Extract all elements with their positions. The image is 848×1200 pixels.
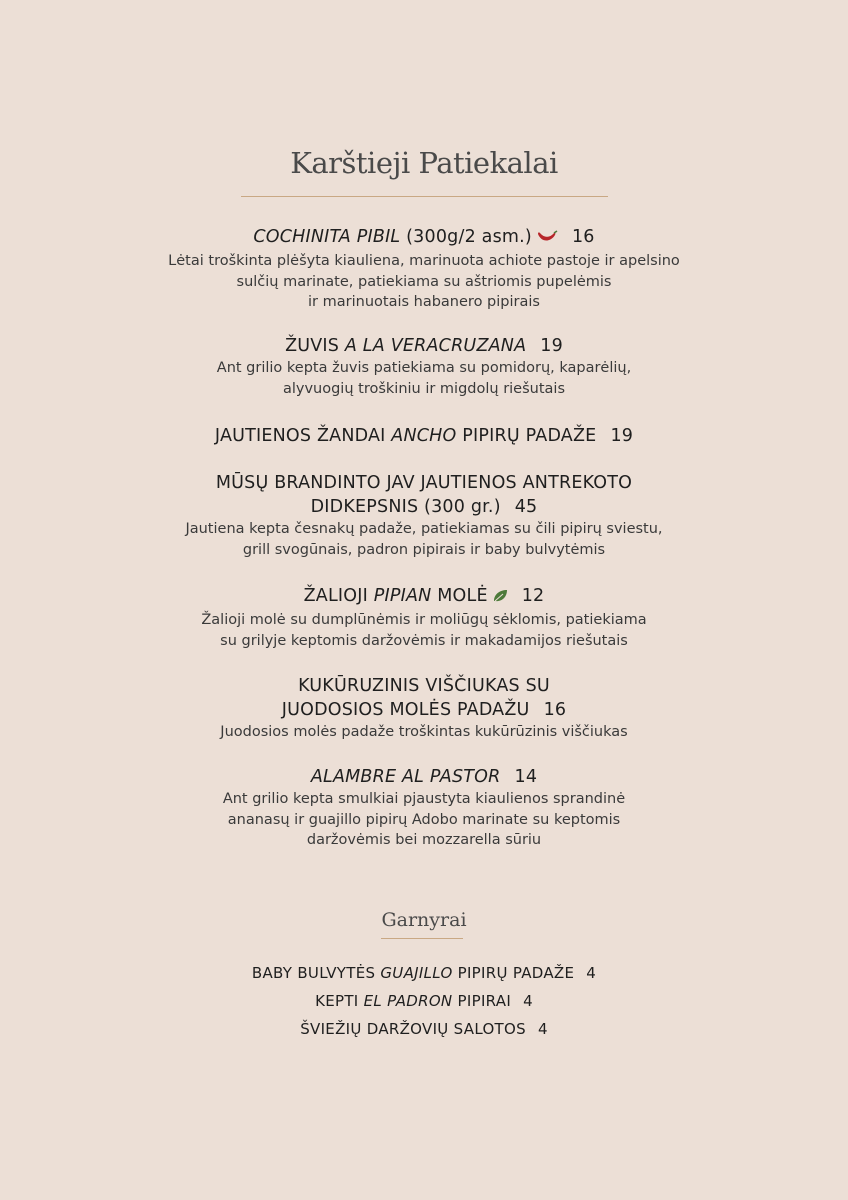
dish-cochinita-pibil <box>0 225 848 313</box>
side-item-padron-pipirai: KEPTI EL PADRON PIPIRAI 4 <box>315 992 533 1010</box>
dish-name: COCHINITA PIBIL (300g/2 asm.) 16 <box>0 225 848 251</box>
dish-name: ŽALIOJI PIPIAN MOLĖ 12 <box>0 584 848 610</box>
side-price: 4 <box>537 1020 548 1038</box>
dish-description: Žalioji molė su dumplūnėmis ir moliūgų sėklomis, patiekiama su grilyje keptomis daržovėmis ir makadamijos riešutais <box>201 612 647 649</box>
dish-description: Lėtai troškinta plėšyta kiauliena, marinuota achiote pastoje ir apelsino sulčių marinate, patiekiama su aštriomis pupelėmis ir marinuotais habanero pipirais <box>168 253 680 310</box>
dish-name: ŽUVIS A LA VERACRUZANA 19 <box>285 336 563 356</box>
dish-price: 45 <box>514 497 538 517</box>
dish-kukuruzinis-visciukas <box>0 674 848 743</box>
side-item-baby-bulvytes: BABY BULVYTĖS GUAJILLO PIPIRŲ PADAŽE 4 <box>251 964 597 982</box>
dish-price: 16 <box>543 700 567 720</box>
dish-description: Ant grilio kepta žuvis patiekiama su pomidorų, kaparėlių, alyvuogių troškiniu ir migdolų riešutais <box>216 360 632 397</box>
main-section-title: Karštieji Patiekalai <box>290 146 558 180</box>
dish-description: Jautiena kepta česnakų padaže, patiekiamas su čili pipirų sviestu, grill svogūnais, padron pipirais ir baby bulvytėmis <box>185 521 663 558</box>
chili-pepper-icon <box>536 227 558 251</box>
sides-divider <box>381 938 463 939</box>
dish-name: JAUTIENOS ŽANDAI ANCHO PIPIRŲ PADAŽE 19 <box>214 426 634 446</box>
dish-name-line-2: DIDKEPSNIS (300 gr.) 45 <box>310 497 538 517</box>
dish-zalioji-pipian-mole <box>0 584 848 651</box>
dish-jautienos-zandai <box>0 424 848 448</box>
dish-price: 19 <box>610 426 634 446</box>
dish-name: ALAMBRE AL PASTOR 14 <box>310 767 538 787</box>
dish-zuvis-veracruzana <box>0 334 848 399</box>
dish-name-line-2: JUODOSIOS MOLĖS PADAŽU 16 <box>281 700 567 720</box>
dish-price: 12 <box>521 586 545 606</box>
leaf-icon <box>492 586 508 610</box>
dish-name-line-1: KUKŪRUZINIS VIŠČIUKAS SU <box>298 676 550 696</box>
dish-price: 19 <box>540 336 563 356</box>
side-price: 4 <box>523 992 533 1010</box>
sides-section-title: Garnyrai <box>381 909 467 931</box>
dish-antrekoto-didkepsnis <box>0 471 848 560</box>
dish-description: Juodosios molės padaže troškintas kukūrūzinis viščiukas <box>220 724 628 740</box>
dish-name-line-1: MŪSŲ BRANDINTO JAV JAUTIENOS ANTREKOTO <box>215 473 633 493</box>
side-price: 4 <box>586 964 597 982</box>
dish-alambre-al-pastor <box>0 765 848 851</box>
dish-description: Ant grilio kepta smulkiai pjaustyta kiaulienos sprandinė ananasų ir guajillo pipirų Adobo marinate su keptomis daržovėmis bei mozzarella sūriu <box>222 791 626 848</box>
side-item-darzoviu-salotos: ŠVIEŽIŲ DARŽOVIŲ SALOTOS 4 <box>300 1020 548 1038</box>
dish-price: 16 <box>571 227 595 247</box>
title-divider <box>241 196 608 197</box>
dish-price: 14 <box>514 767 538 787</box>
